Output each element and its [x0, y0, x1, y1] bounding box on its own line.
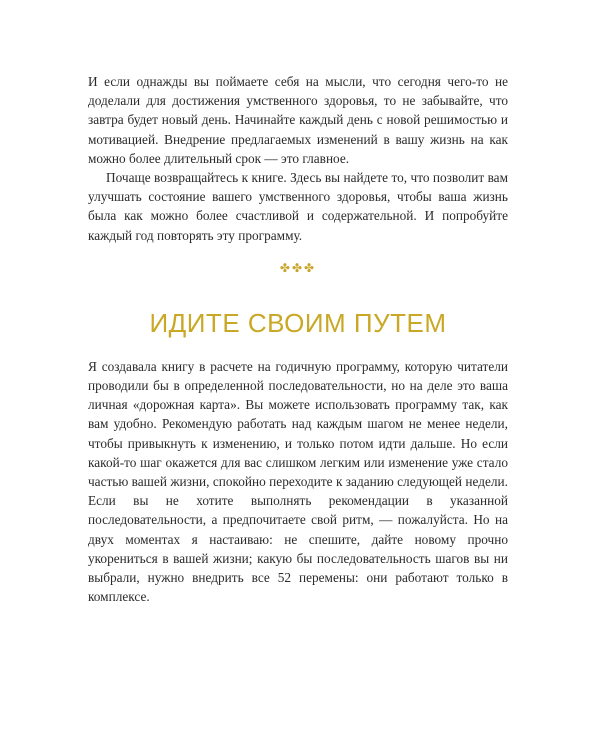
- section-heading: ИДИТЕ СВОИМ ПУТЕМ: [149, 307, 447, 338]
- paragraph-own-path: Я создавала книгу в расчете на годичную программу, которую читатели проводили бы в определенной последовательности, но на деле это ваша личная «дорожная карта». Вы можете использовать программу так, как вам удобно. Рекомендую работать над каждым шагом не менее недели, чтобы привыкнуть к изменению, и только потом идти дальше. Но если какой-то шаг окажется для вас слишком легким или изменение уже стало частью вашей жизни, спокойно переходите к заданию следующей недели. Если вы не хотите выполнять рекомендации в указанной последовательности, а предпочитаете свой ритм, — пожалуйста. Но на двух моментах я настаиваю: не спешите, дайте новому прочно укорениться в вашей жизни; какую бы последовательность шагов вы ни выбрали, нужно внедрить все 52 перемены: они работают только в комплексе.: [88, 358, 508, 605]
- paragraph-return-to-book: Почаще возвращайтесь к книге. Здесь вы найдете то, что позволит вам улучшать состояние вашего умственного здоровья, чтобы ваша жизнь была как можно более счастливой и содержательной. И попробуйте каждый год повторять эту программу.: [88, 170, 508, 243]
- book-page: [88, 72, 508, 606]
- paragraph-reminder: И если однажды вы поймаете себя на мысли, что сегодня чего-то не доделали для достижения умственного здоровья, то не забывайте, что завтра будет новый день. Начинайте каждый день с новой решимостью и мотивацией. Внедрение предлагаемых изменений в вашу жизнь на как можно более длительный срок — это главное.: [88, 74, 508, 166]
- ornament-divider: ✤✤✤: [279, 260, 317, 275]
